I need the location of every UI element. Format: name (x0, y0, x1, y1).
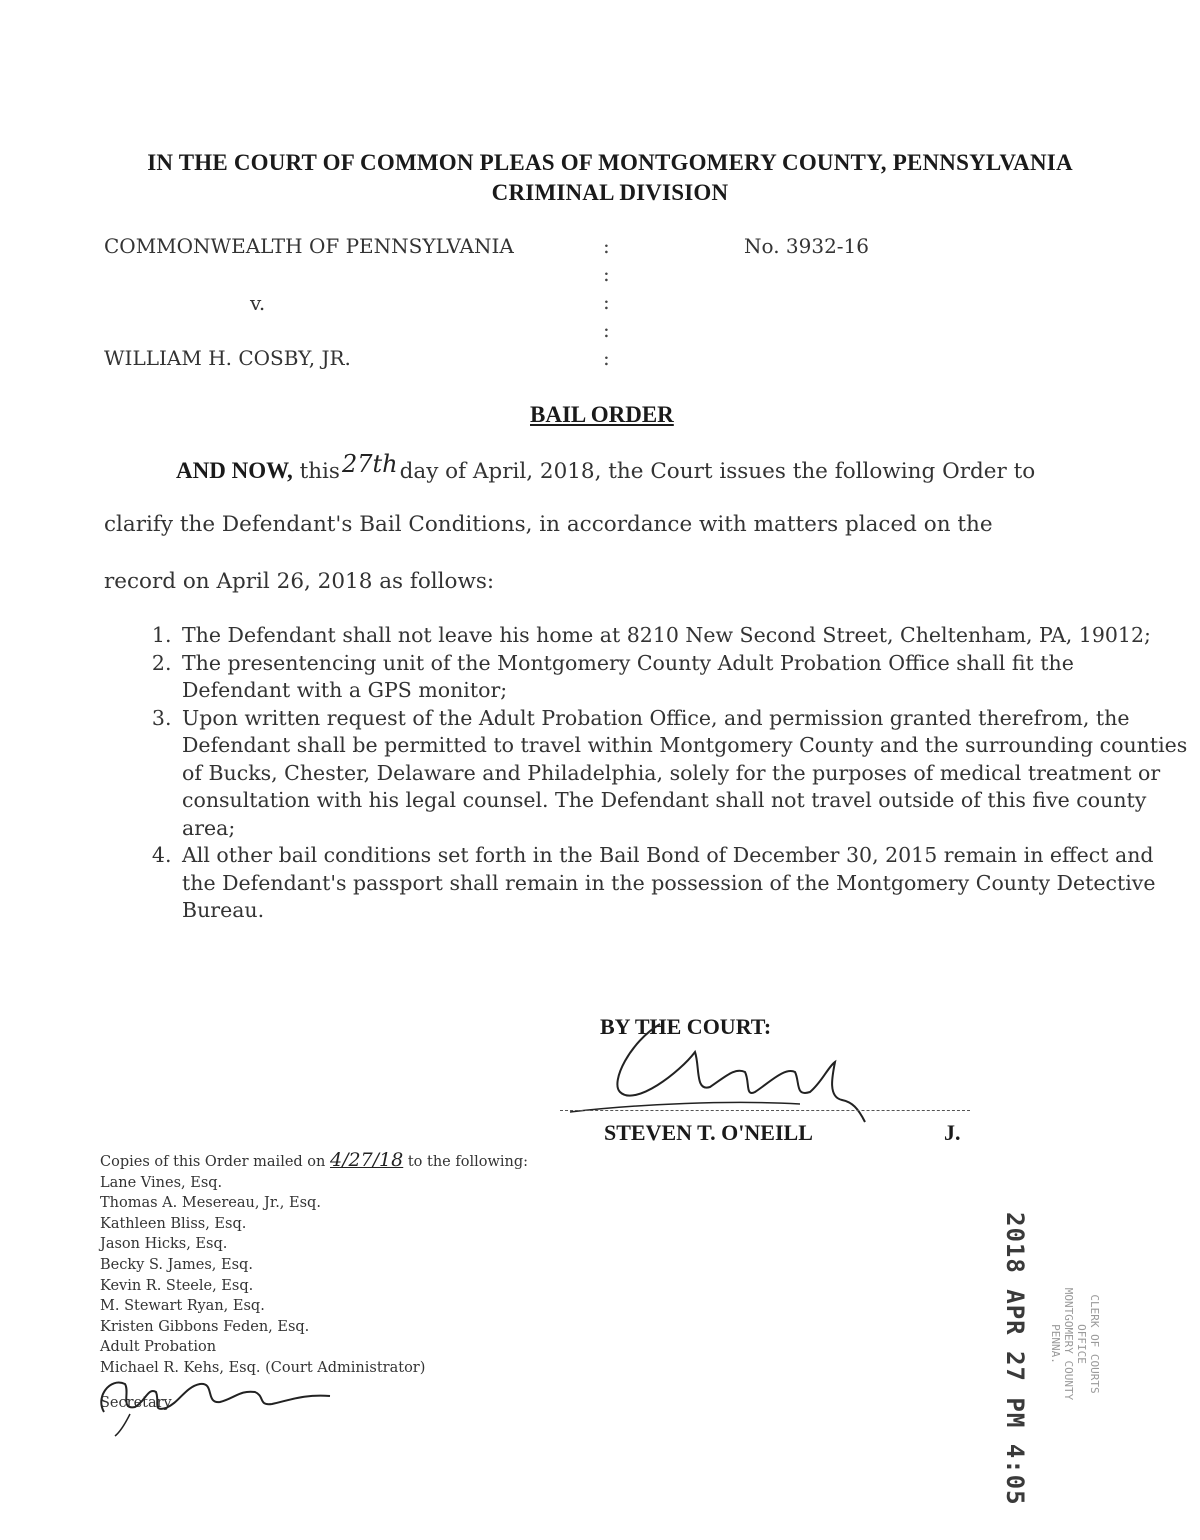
caption-plaintiff: COMMONWEALTH OF PENNSYLVANIA (104, 234, 514, 258)
recipient: Michael R. Kehs, Esq. (Court Administrator) (100, 1359, 426, 1376)
condition-item: 4. All other bail conditions set forth in the Bail Bond of December 30, 2015 remain in effect and the Defendant's passport shall remain in the possession of the Montgomery County Detective Bureau. (178, 842, 1188, 925)
signature-line (560, 1110, 970, 1111)
recipient: Lane Vines, Esq. (100, 1174, 223, 1191)
caption-versus: v. (250, 291, 266, 315)
judge-signature (560, 1012, 880, 1132)
copies-suffix: to the following: (407, 1154, 529, 1170)
recipient: Adult Probation (100, 1339, 217, 1356)
secretary-signature (90, 1362, 370, 1438)
recipient: Becky S. James, Esq. (100, 1256, 253, 1273)
recipient: Thomas A. Mesereau, Jr., Esq. (100, 1195, 321, 1212)
recipient: Kevin R. Steele, Esq. (100, 1277, 254, 1294)
caption-separator: : (603, 290, 610, 314)
secretary-label: Secretary (100, 1394, 172, 1411)
copies-prefix: Copies of this Order mailed on (100, 1154, 326, 1170)
stamp-office: CLERK OF COURTS OFFICE MONTGOMERY COUNTY PENNA. (1049, 1287, 1101, 1401)
condition-item: 2. The presentencing unit of the Montgomery County Adult Probation Office shall fit the Defendant with a GPS monitor; (178, 650, 1188, 705)
handwritten-mail-date: 4/27/18 (329, 1149, 404, 1171)
caption-separator: : (603, 318, 610, 342)
caption-separator: : (603, 346, 610, 370)
judge-name: STEVEN T. O'NEILL (604, 1120, 813, 1145)
and-now-label: AND NOW, (176, 458, 293, 483)
handwritten-day: 27th (341, 450, 398, 478)
judge-suffix: J. (944, 1120, 961, 1145)
recipient: M. Stewart Ryan, Esq. (100, 1298, 265, 1315)
condition-item: 1. The Defendant shall not leave his home at 8210 New Second Street, Cheltenham, PA, 19012; (178, 622, 1188, 650)
recipient: Jason Hicks, Esq. (100, 1236, 228, 1253)
recipient: Kathleen Bliss, Esq. (100, 1215, 247, 1232)
court-division: CRIMINAL DIVISION (491, 180, 729, 205)
court-name: IN THE COURT OF COMMON PLEAS OF MONTGOMERY COUNTY, PENNSYLVANIA (147, 150, 1073, 175)
conditions-list (118, 622, 1188, 925)
condition-item: 3. Upon written request of the Adult Probation Office, and permission granted therefrom, the Defendant shall be permitted to travel within Montgomery County and the surrounding counties of Bucks, Chester, Delaware and Philadelphia, solely for the purposes of medical treatment or consultation with his legal counsel. The Defendant shall not travel outside of this five county area; (178, 705, 1188, 843)
copies-header (100, 1150, 528, 1173)
caption-defendant: WILLIAM H. COSBY, JR. (104, 346, 351, 370)
intro-line-1 (176, 450, 1036, 484)
intro-line-3: record on April 26, 2018 as follows: (104, 569, 495, 594)
case-number: No. 3932-16 (744, 234, 870, 258)
recipient: Kristen Gibbons Feden, Esq. (100, 1318, 310, 1335)
intro-line-1-rest: day of April, 2018, the Court issues the following Order to (399, 459, 1036, 484)
stamp-date: 2018 APR 27 PM 4:05 (1001, 1212, 1029, 1506)
by-the-court: BY THE COURT: (600, 1014, 772, 1039)
court-header (60, 148, 1160, 208)
caption-separator: : (603, 234, 610, 258)
clerk-stamp (975, 1212, 1115, 1506)
intro-line-2: clarify the Defendant's Bail Conditions, in accordance with matters placed on the (104, 512, 993, 537)
caption-separator: : (603, 262, 610, 286)
intro-this: this (299, 459, 340, 484)
order-title: BAIL ORDER (530, 402, 674, 427)
